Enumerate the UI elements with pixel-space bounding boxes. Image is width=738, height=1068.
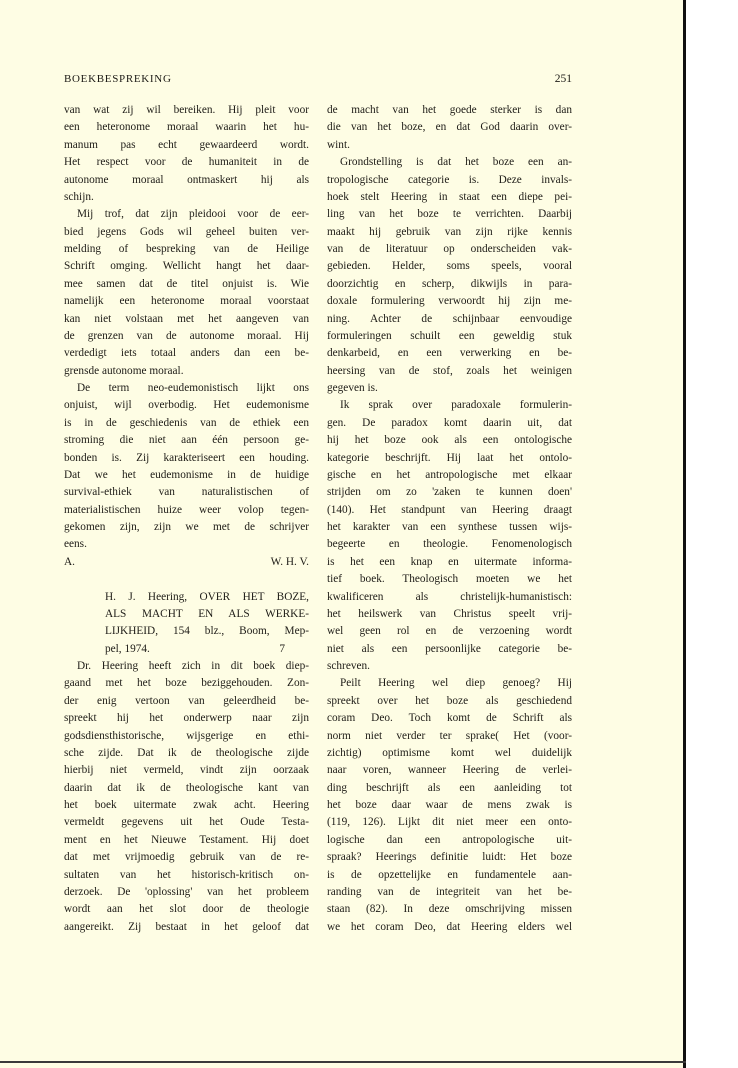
text-line: begeerte en theologie. Fenomenologisch (327, 538, 572, 551)
text-line: (140). Het standpunt van Heering draagt (327, 503, 572, 516)
text-line: onjuist, wijl overbodig. Het eudemonisme (64, 399, 309, 412)
text-line: die van het boze, en dat God daarin over- (327, 121, 572, 134)
book-entry-line (64, 641, 309, 658)
text-line: melding of bespreking van de Heilige (64, 243, 309, 255)
text-line: spreekt hij het onderwerp naar zijn (64, 712, 309, 725)
text-line: Dr. Heering heeft zich in dit boek diep- (77, 660, 309, 672)
book-entry-year: pel, 1974. (105, 642, 150, 655)
text-line: hoek stelt Heering in staat een diepe pei- (327, 190, 572, 203)
text-line: materialistischen huize weer volop tegen- (64, 503, 309, 516)
text-line: een heteronome moraal waarin het hu- (64, 121, 309, 134)
page-edge-bottom (0, 1061, 686, 1063)
text-line: survival-ethiek van naturalistischen of (64, 486, 309, 499)
text-line: coram Deo. Toch komt de Schrift als (327, 712, 572, 725)
text-line: derzoek. De 'oplossing' van het probleem (64, 885, 309, 898)
text-line: van de literatuur op onderscheiden vak- (327, 243, 572, 255)
text-line: gen. De paradox komt daarin uit, dat (327, 416, 572, 429)
text-line: wordt aan het slot door de theologie (64, 903, 309, 916)
text-line: der enig vertoon van geleerdheid be- (64, 694, 309, 707)
text-line: denkarbeid, en een verwerking en be- (327, 347, 572, 360)
text-line: stroming die niet aan één persoon ge- (64, 434, 309, 447)
text-line: van wat zij wil bereiken. Hij pleit voor (64, 104, 309, 116)
book-entry-line: LIJKHEID, 154 blz., Boom, Mep- (105, 625, 309, 638)
text-line: bonden is. Zij karakteriseert een houding. (64, 451, 309, 464)
text-line: bied jegens Gods wil geheel buiten ver- (64, 225, 309, 238)
text-line: kwalificeren als christelijk-humanistisch: (327, 590, 572, 603)
text-line: aangereikt. Zij bestaat in het geloof dat (64, 920, 309, 933)
text-line: Grondstelling is dat het boze een an- (340, 156, 572, 169)
text-line: het heilswerk van Christus speelt vrij- (327, 607, 572, 620)
text-line: hij het boze ook als een ontologische (327, 434, 572, 447)
text-line: gaand met het boze beziggehouden. Zon- (64, 677, 309, 690)
text-line: Ik sprak over paradoxale formulerin- (340, 399, 572, 412)
text-line: Peilt Heering wel diep genoeg? Hij (340, 677, 572, 690)
text-line: is in de geschiedenis van de ethiek een (64, 416, 309, 429)
text-line: ding beschrijft als een aanleiding tot (327, 781, 572, 794)
text-line: wint. (327, 138, 350, 151)
text-line: dat met vrijmoedig gebruik van de re- (64, 851, 309, 864)
text-line: ment en het Nieuwe Testament. Hij doet (64, 833, 309, 846)
text-line: Het respect voor de humaniteit in de (64, 156, 309, 169)
text-line: norm niet verder ter sprake( Het (voor- (327, 729, 572, 742)
text-line: maakt hij gebruik van zijn rijke kennis (327, 225, 572, 238)
text-line: het karakter van een synthese tussen wijs- (327, 521, 572, 533)
text-line: ling van het boze te verrichten. Daarbij (327, 208, 572, 221)
text-line: schreven. (327, 660, 370, 672)
page-edge-rule (683, 0, 686, 1068)
text-line: zichtig) optimisme komt wel duidelijk (327, 746, 572, 759)
text-line: tropologische categorie is. Deze invals- (327, 173, 572, 186)
right-column (327, 102, 572, 936)
text-line: mee samen dat de titel onjuist is. Wie (64, 277, 309, 290)
book-entry-line: ALS MACHT EN ALS WERKE- (105, 607, 309, 620)
text-line: strijden om zo 'zaken te kunnen doen' (327, 486, 572, 499)
section-gap (64, 571, 309, 588)
text-line: sche zijde. Dat ik de theologische zijde (64, 746, 309, 759)
text-line: de macht van het goede sterker is dan (327, 104, 572, 116)
text-line: hierbij niet vermeld, vindt zijn oorzaak (64, 764, 309, 777)
text-line: staan (82). In deze omschrijving missen (327, 903, 572, 916)
text-line: het boze daar waar de mens zwak is (327, 799, 572, 811)
text-line: heersing van de stof, zoals het weinigen (327, 364, 572, 377)
book-entry-line: H. J. Heering, OVER HET BOZE, (105, 590, 309, 603)
signature-author: W. H. V. (270, 555, 309, 568)
text-line: doorzichtig en scherp, dikwijls in para- (327, 277, 572, 290)
text-line: vermeldt gegevens uit het Oude Testa- (64, 816, 309, 829)
section-title: BOEKBESPREKING (64, 73, 172, 85)
text-line: Schrift omging. Wellicht hangt het daar- (64, 260, 309, 273)
text-line: gegeven is. (327, 382, 378, 394)
text-line: namelijk een heteronome moraal voorstaat (64, 295, 309, 308)
text-line: de grenzen van de autonome moraal. Hij (64, 329, 309, 342)
text-line: autonome moraal ontmaskert hij als (64, 173, 309, 186)
page-number: 251 (554, 73, 572, 85)
review-signature (64, 554, 309, 571)
signature-initial: A. (64, 555, 75, 568)
text-line: spraak? Heerings definitie luidt: Het boze (327, 851, 572, 864)
text-line: het boek uitermate zwak acht. Heering (64, 799, 309, 811)
text-line: verdedigt iets totaal anders dan een be- (64, 347, 309, 360)
text-line: manum pas echt gewaardeerd wordt. (64, 138, 309, 151)
text-line: De term neo-eudemonistisch lijkt ons (77, 382, 309, 394)
book-entry-number: 7 (279, 642, 285, 655)
page-edge-right (686, 0, 738, 1068)
text-line: naar voren, wanneer Heering de verlei- (327, 764, 572, 777)
text-line: Mij trof, dat zijn pleidooi voor de eer- (77, 208, 309, 221)
running-head (64, 73, 572, 87)
text-line: is de opzettelijke en fundamentele aan- (327, 868, 572, 881)
text-line: doxale formulering verwoordt hij zijn me- (327, 295, 572, 308)
text-line: logische dan een antropologische uit- (327, 833, 572, 846)
text-line: daarin dat ik de theologische kant van (64, 781, 309, 794)
left-column (64, 102, 309, 936)
text-line: sultaten van het historisch-kritisch on- (64, 868, 309, 881)
text-line: kan niet volstaan met het aangeven van (64, 312, 309, 325)
text-line: gische en het antropologische met elkaar (327, 468, 572, 481)
text-line: formuleringen schuilt een geweldig stuk (327, 329, 572, 342)
text-line: is het een knap en uitermate informa- (327, 555, 572, 568)
text-line: niet als een persoonlijke categorie be- (327, 642, 572, 655)
text-line: ning. Achter de schijnbaar eenvoudige (327, 312, 572, 325)
text-line: wel geen rol en de verzoening wordt (327, 625, 572, 638)
text-line: spreekt over het boze als geschiedend (327, 694, 572, 707)
text-line: Dat we het eudemonisme in de huidige (64, 468, 309, 481)
text-line: eens. (64, 538, 87, 551)
text-line: gekomen zijn, zijn we met de schrijver (64, 521, 309, 533)
text-line: randing van de integriteit van het be- (327, 885, 572, 898)
text-line: schijn. (64, 190, 94, 203)
text-line: (119, 126). Lijkt dit niet meer een onto- (327, 816, 572, 829)
text-line: kategorie beschrijft. Hij laat het ontolo- (327, 451, 572, 464)
text-line: grensde autonome moraal. (64, 364, 184, 377)
text-line: tief boek. Theologisch moeten we het (327, 573, 572, 586)
text-line: we het coram Deo, dat Heering elders wel (327, 920, 572, 933)
text-line: gebieden. Helder, soms speels, vooral (327, 260, 572, 273)
text-line: godsdiensthistorische, wijsgerige en ethi- (64, 729, 309, 742)
